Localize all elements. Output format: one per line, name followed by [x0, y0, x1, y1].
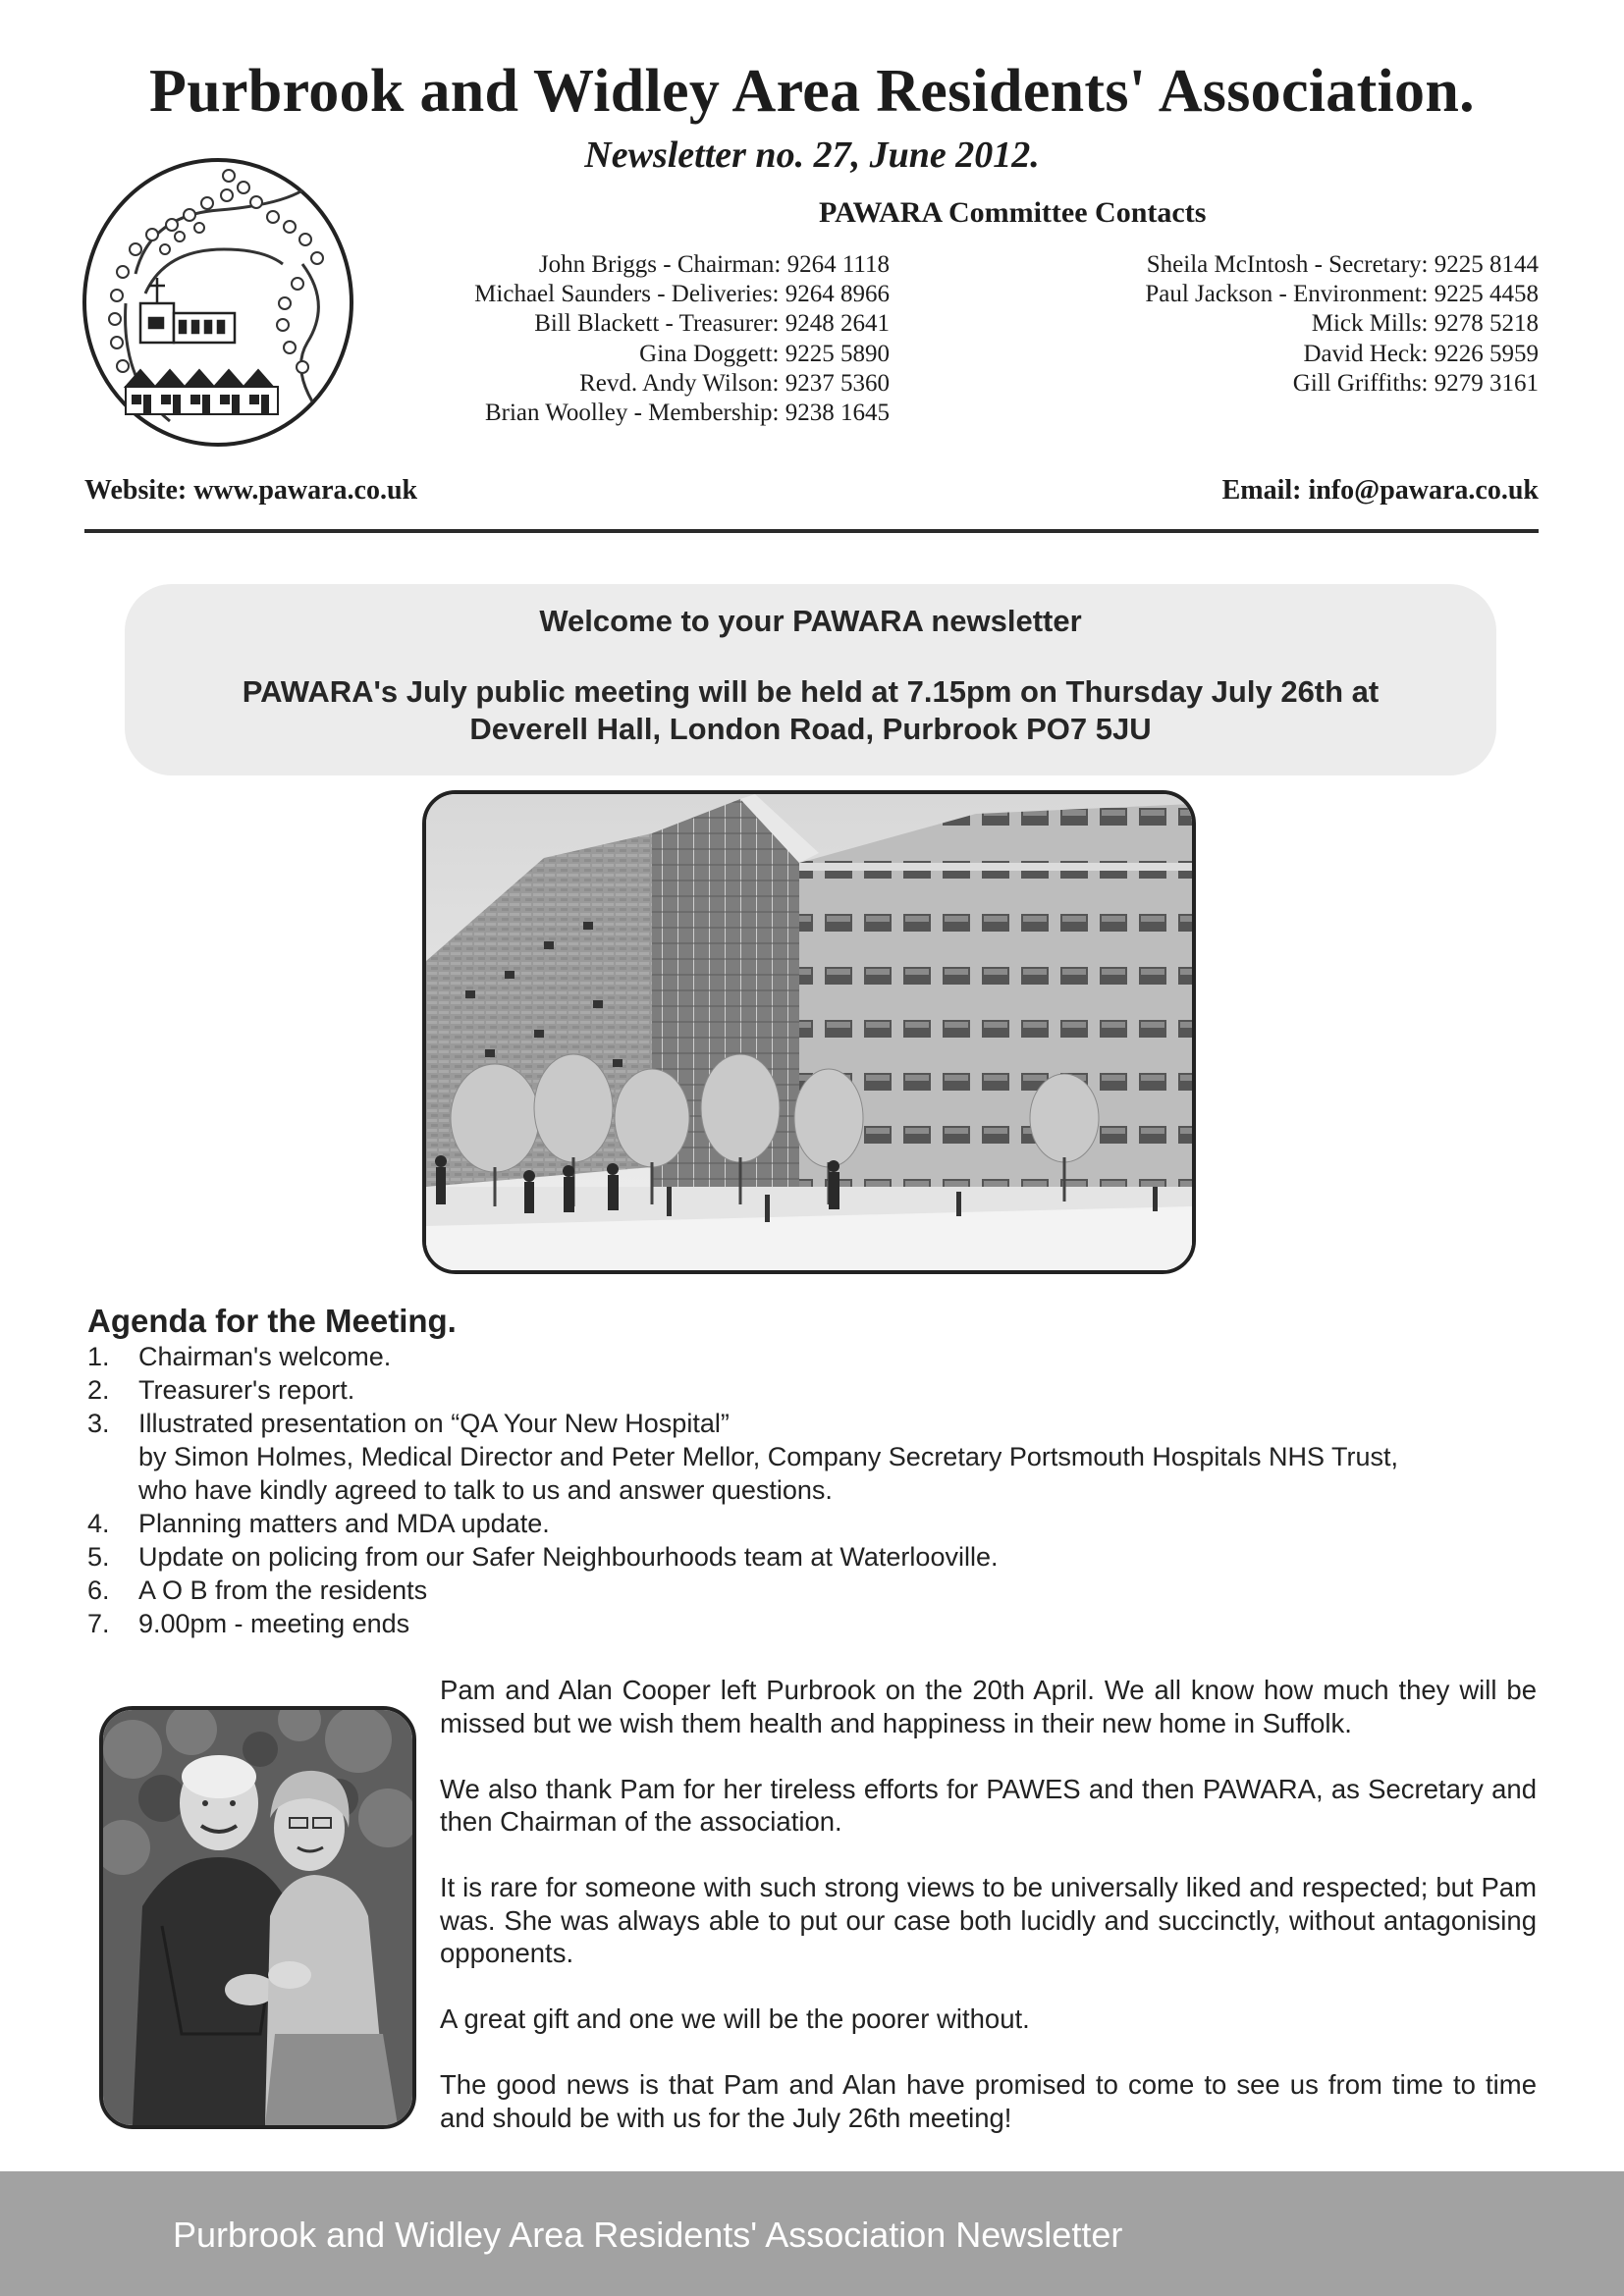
agenda-number: 4. — [87, 1509, 110, 1538]
contact-entry: Revd. Andy Wilson: 9237 5360 — [579, 369, 890, 397]
agenda-number: 7. — [87, 1609, 110, 1638]
meeting-venue: Deverell Hall, London Road, Purbrook PO7 5JU — [469, 712, 1152, 746]
agenda-number: 6. — [87, 1575, 110, 1605]
welcome-title: Welcome to your PAWARA newsletter — [539, 604, 1082, 638]
agenda-text: Planning matters and MDA update. — [138, 1509, 550, 1538]
association-logo — [81, 156, 354, 449]
email-link[interactable]: Email: info@pawara.co.uk — [1221, 475, 1539, 506]
couple-photo — [99, 1706, 416, 2129]
tribute-paragraph: A great gift and one we will be the poorer without. — [440, 2003, 1030, 2034]
agenda-item — [87, 1574, 1550, 1607]
agenda-item — [87, 1473, 1550, 1507]
agenda-number: 5. — [87, 1542, 110, 1572]
page-footer — [0, 2171, 1624, 2296]
agenda-number: 1. — [87, 1342, 110, 1371]
contacts-heading: PAWARA Committee Contacts — [819, 196, 1207, 229]
newsletter-title: Purbrook and Widley Area Residents' Association. — [149, 58, 1475, 125]
agenda-text: Update on policing from our Safer Neighbourhoods team at Waterlooville. — [138, 1542, 999, 1572]
contacts-column-left — [474, 250, 890, 428]
hospital-photo — [422, 790, 1196, 1274]
agenda-text: who have kindly agreed to talk to us and answer questions. — [138, 1475, 833, 1505]
agenda-text: by Simon Holmes, Medical Director and Peter Mellor, Company Secretary Portsmouth Hospitals NHS Trust, — [138, 1442, 1398, 1471]
agenda-item — [87, 1407, 1550, 1440]
contact-entry: John Briggs - Chairman: 9264 1118 — [538, 251, 890, 278]
agenda-text: Chairman's welcome. — [138, 1342, 392, 1371]
contacts-column-right — [1145, 250, 1539, 399]
tribute-article — [440, 1674, 1537, 2167]
header-divider — [84, 529, 1539, 533]
agenda-number: 3. — [87, 1409, 110, 1438]
tribute-paragraph: We also thank Pam for her tireless efforts for PAWES and then PAWARA, as Secretary and then Chairman of the association. — [440, 1773, 1537, 1837]
agenda-list — [87, 1340, 1550, 1640]
agenda-text: 9.00pm - meeting ends — [138, 1609, 410, 1638]
footer-text: Purbrook and Widley Area Residents' Association Newsletter — [173, 2215, 1123, 2255]
agenda-number: 2. — [87, 1375, 110, 1405]
contact-entry: Gina Doggett: 9225 5890 — [639, 340, 890, 367]
agenda-item — [87, 1373, 1550, 1407]
website-link[interactable]: Website: www.pawara.co.uk — [84, 475, 418, 506]
contact-entry: Michael Saunders - Deliveries: 9264 8966 — [474, 281, 890, 308]
contact-entry: Sheila McIntosh - Secretary: 9225 8144 — [1146, 251, 1539, 278]
meeting-announcement: PAWARA's July public meeting will be held at 7.15pm on Thursday July 26th at — [242, 674, 1380, 709]
contact-entry: Gill Griffiths: 9279 3161 — [1292, 369, 1539, 397]
tribute-paragraph: Pam and Alan Cooper left Purbrook on the 20th April. We all know how much they will be missed but we wish them health and happiness in their new home in Suffolk. — [440, 1675, 1537, 1738]
contact-entry: Mick Mills: 9278 5218 — [1311, 310, 1539, 338]
contact-entry: David Heck: 9226 5959 — [1303, 340, 1539, 367]
contact-entry: Brian Woolley - Membership: 9238 1645 — [484, 400, 890, 427]
agenda-item — [87, 1507, 1550, 1540]
agenda-item — [87, 1540, 1550, 1574]
tribute-paragraph: It is rare for someone with such strong views to be universally liked and respected; but Pam was. She was always able to put our case both lucidly and succinctly, without antagonising opponents. — [440, 1872, 1537, 1968]
agenda-text: A O B from the residents — [138, 1575, 428, 1605]
newsletter-issue: Newsletter no. 27, June 2012. — [584, 134, 1040, 176]
contact-entry: Bill Blackett - Treasurer: 9248 2641 — [534, 310, 890, 338]
agenda-item — [87, 1340, 1550, 1373]
agenda-text: Illustrated presentation on “QA Your New Hospital” — [138, 1409, 730, 1438]
contact-entry: Paul Jackson - Environment: 9225 4458 — [1145, 281, 1539, 308]
agenda-text: Treasurer's report. — [138, 1375, 355, 1405]
welcome-banner — [125, 584, 1496, 775]
agenda-item — [87, 1440, 1550, 1473]
agenda-item — [87, 1607, 1550, 1640]
agenda-heading: Agenda for the Meeting. — [87, 1303, 457, 1339]
tribute-paragraph: The good news is that Pam and Alan have promised to come to see us from time to time and should be with us for the July 26th meeting! — [440, 2069, 1537, 2133]
